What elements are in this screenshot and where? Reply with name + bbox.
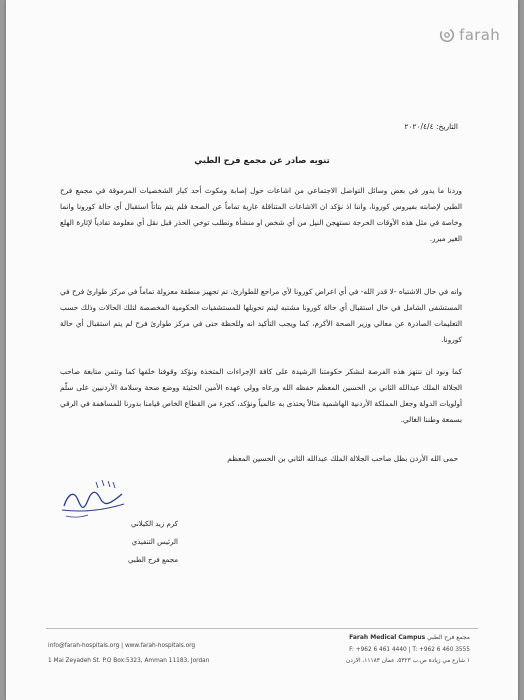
letter-date: التاريخ: ٢٠٢٠/٤/٤ bbox=[404, 122, 458, 131]
letter-page bbox=[6, 0, 518, 700]
footer-phone-fax: F: +962 6 461 4440 | T: +962 6 460 3555 bbox=[349, 647, 470, 653]
logo-text: farah bbox=[459, 26, 500, 44]
paragraph-2: وانه في حال الاشتباه -لا قدر الله- في أي اعراض كورونا لأي مراجع للطوارئ، تم تجهيز منطقة معزولة تماماً في مركز طوارئ فرح في المستشفى الشامل في حال استقبال أي حالة كورونا مشتبه ليتم تحويلها للمستشفيات الحكومية المخصصة لتلك الحالات وذلك حسب التعليمات الصادرة عن معالي وزير الصحة الأكرم، كما ويجب التأكيد انه وللحظة حتى في مركز طوارئ فرح لم يتم استقبال أي حالة كورونا. bbox=[60, 287, 462, 344]
footer-divider bbox=[46, 628, 478, 629]
footer-campus bbox=[349, 634, 470, 641]
handwritten-signature bbox=[58, 476, 128, 522]
footer-address-ar: ١ شارع مي زيادة ص.ب ٥٣٢٣، عمان ١١١٨٣، الاردن bbox=[346, 658, 470, 664]
paragraph-3: كما ونود ان ننتهز هذه الفرصة لنشكر حكومتنا الرشيدة على كافة الإجراءات المتخذة ونؤكد وقوفنا خلفها كما وتثمن متابعة صاحب الجلالة الملك عبدالله الثاني بن الحسين المعظم حفظه الله ورعاه وولي عهده الأمين الحثيثة ووضع صحة وسلامة الأردنيين على سلّم أولويات الدولة وجعل المملكة الأردنية الهاشمية مثالاً يحتذى به عالمياً ونؤكد، كجزء من القطاع الخاص قيامنا بدورنا للمساهمة في الرقي بسمعة وطننا الغالي. bbox=[60, 367, 462, 424]
footer-campus-ar: مجمع فرح الطبي bbox=[427, 634, 470, 641]
paragraph-1: وردنا ما يدور في بعض وسائل التواصل الاجتماعي من اشاعات حول إصابة ومكوث أحد كبار الشخصيات المرموقة في مجمع فرح الطبي لإصابته بفيروس كورونا، واننا اذ نؤكد ان الاشاعات المتناقلة عارية تماماً عن الصحة فلم يتم بتاتاً استقبال أي حالة كورونا وانما وخاصة في مثل هذه الأوقات الحرجة نستهجن النيل من أي شخص او منشأة ونطلب توخي الحذر قبل نقل أي معلومة تفادياً لإثارة الهلع الغير مبرر. bbox=[60, 186, 462, 243]
closing-line: حمى الله الأردن بظل صاحب الجلالة الملك عبدالله الثاني بن الحسين المعظم bbox=[227, 454, 458, 463]
farah-logo-icon bbox=[439, 27, 455, 43]
footer-address-en: 1 Mai Zeyadeh St. P.O Box:5323, Amman 11183, Jordan bbox=[48, 658, 210, 664]
farah-logo bbox=[439, 26, 500, 44]
signatory-title: الرئيس التنفيذي bbox=[131, 538, 178, 546]
footer-campus-en: Farah Medical Campus bbox=[349, 634, 426, 641]
signatory-org: مجمع فرح الطبي bbox=[128, 556, 178, 564]
signatory-name: كرم زيد الكيلاني bbox=[131, 520, 178, 528]
letter-subject: تنويه صادر عن مجمع فرح الطبي bbox=[194, 156, 330, 166]
footer-email-web: info@farah-hospitals.org | www.farah-hospitals.org bbox=[48, 643, 196, 649]
